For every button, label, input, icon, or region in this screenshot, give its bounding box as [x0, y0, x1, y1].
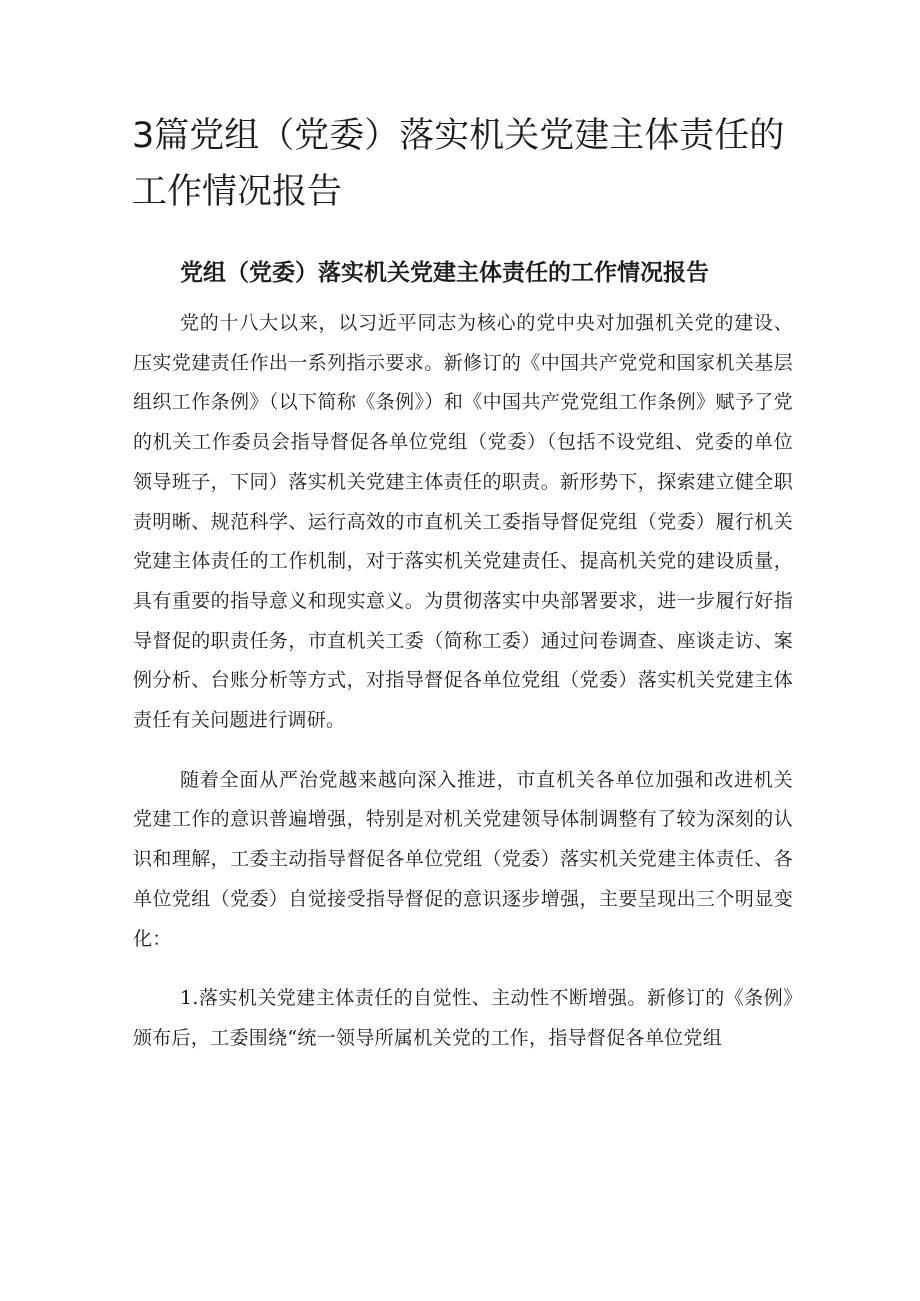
paragraph-intro: 党的十八大以来，以习近平同志为核心的党中央对加强机关党的建设、压实党建责任作出一系列指示要求。新修订的《中国共产党党和国家机关基层组织工作条例》（以下简称《条例》）和《中国共产党党组工作条例》赋予了党的机关工作委员会指导督促各单位党组（党委）（包括不设党组、党委的单位领导班子，下同）落实机关党建主体责任的职责。新形势下，探索建立健全职责明晰、规范科学、运行高效的市直机关工委指导督促党组（党委）履行机关党建主体责任的工作机制，对于落实机关党建责任、提高机关党的建设质量，具有重要的指导意义和现实意义。为贯彻落实中央部署要求，进一步履行好指导督促的职责任务，市直机关工委（简称工委）通过问卷调查、座谈走访、案例分析、台账分析等方式，对指导督促各单位党组（党委）落实机关党建主体责任有关问题进行调研。 — [133, 312, 793, 732]
report-body — [133, 304, 793, 1079]
report-subtitle: 党组（党委）落实机关党建主体责任的工作情况报告 — [180, 259, 709, 286]
paragraph-point-1: 1.落实机关党建主体责任的自觉性、主动性不断增强。新修订的《条例》颁布后，工委围绕“统一领导所属机关党的工作，指导督促各单位党组 — [133, 987, 793, 1049]
document-title: 3篇党组（党委）落实机关党建主体责任的工作情况报告 — [132, 116, 785, 212]
paragraph-changes: 随着全面从严治党越来越向深入推进，市直机关各单位加强和改进机关党建工作的意识普遍增强，特别是对机关党建领导体制调整有了较为深刻的认识和理解，工委主动指导督促各单位党组（党委）落实机关党建主体责任、各单位党组（党委）自觉接受指导督促的意识逐步增强，主要呈现出三个明显变化： — [133, 768, 793, 950]
